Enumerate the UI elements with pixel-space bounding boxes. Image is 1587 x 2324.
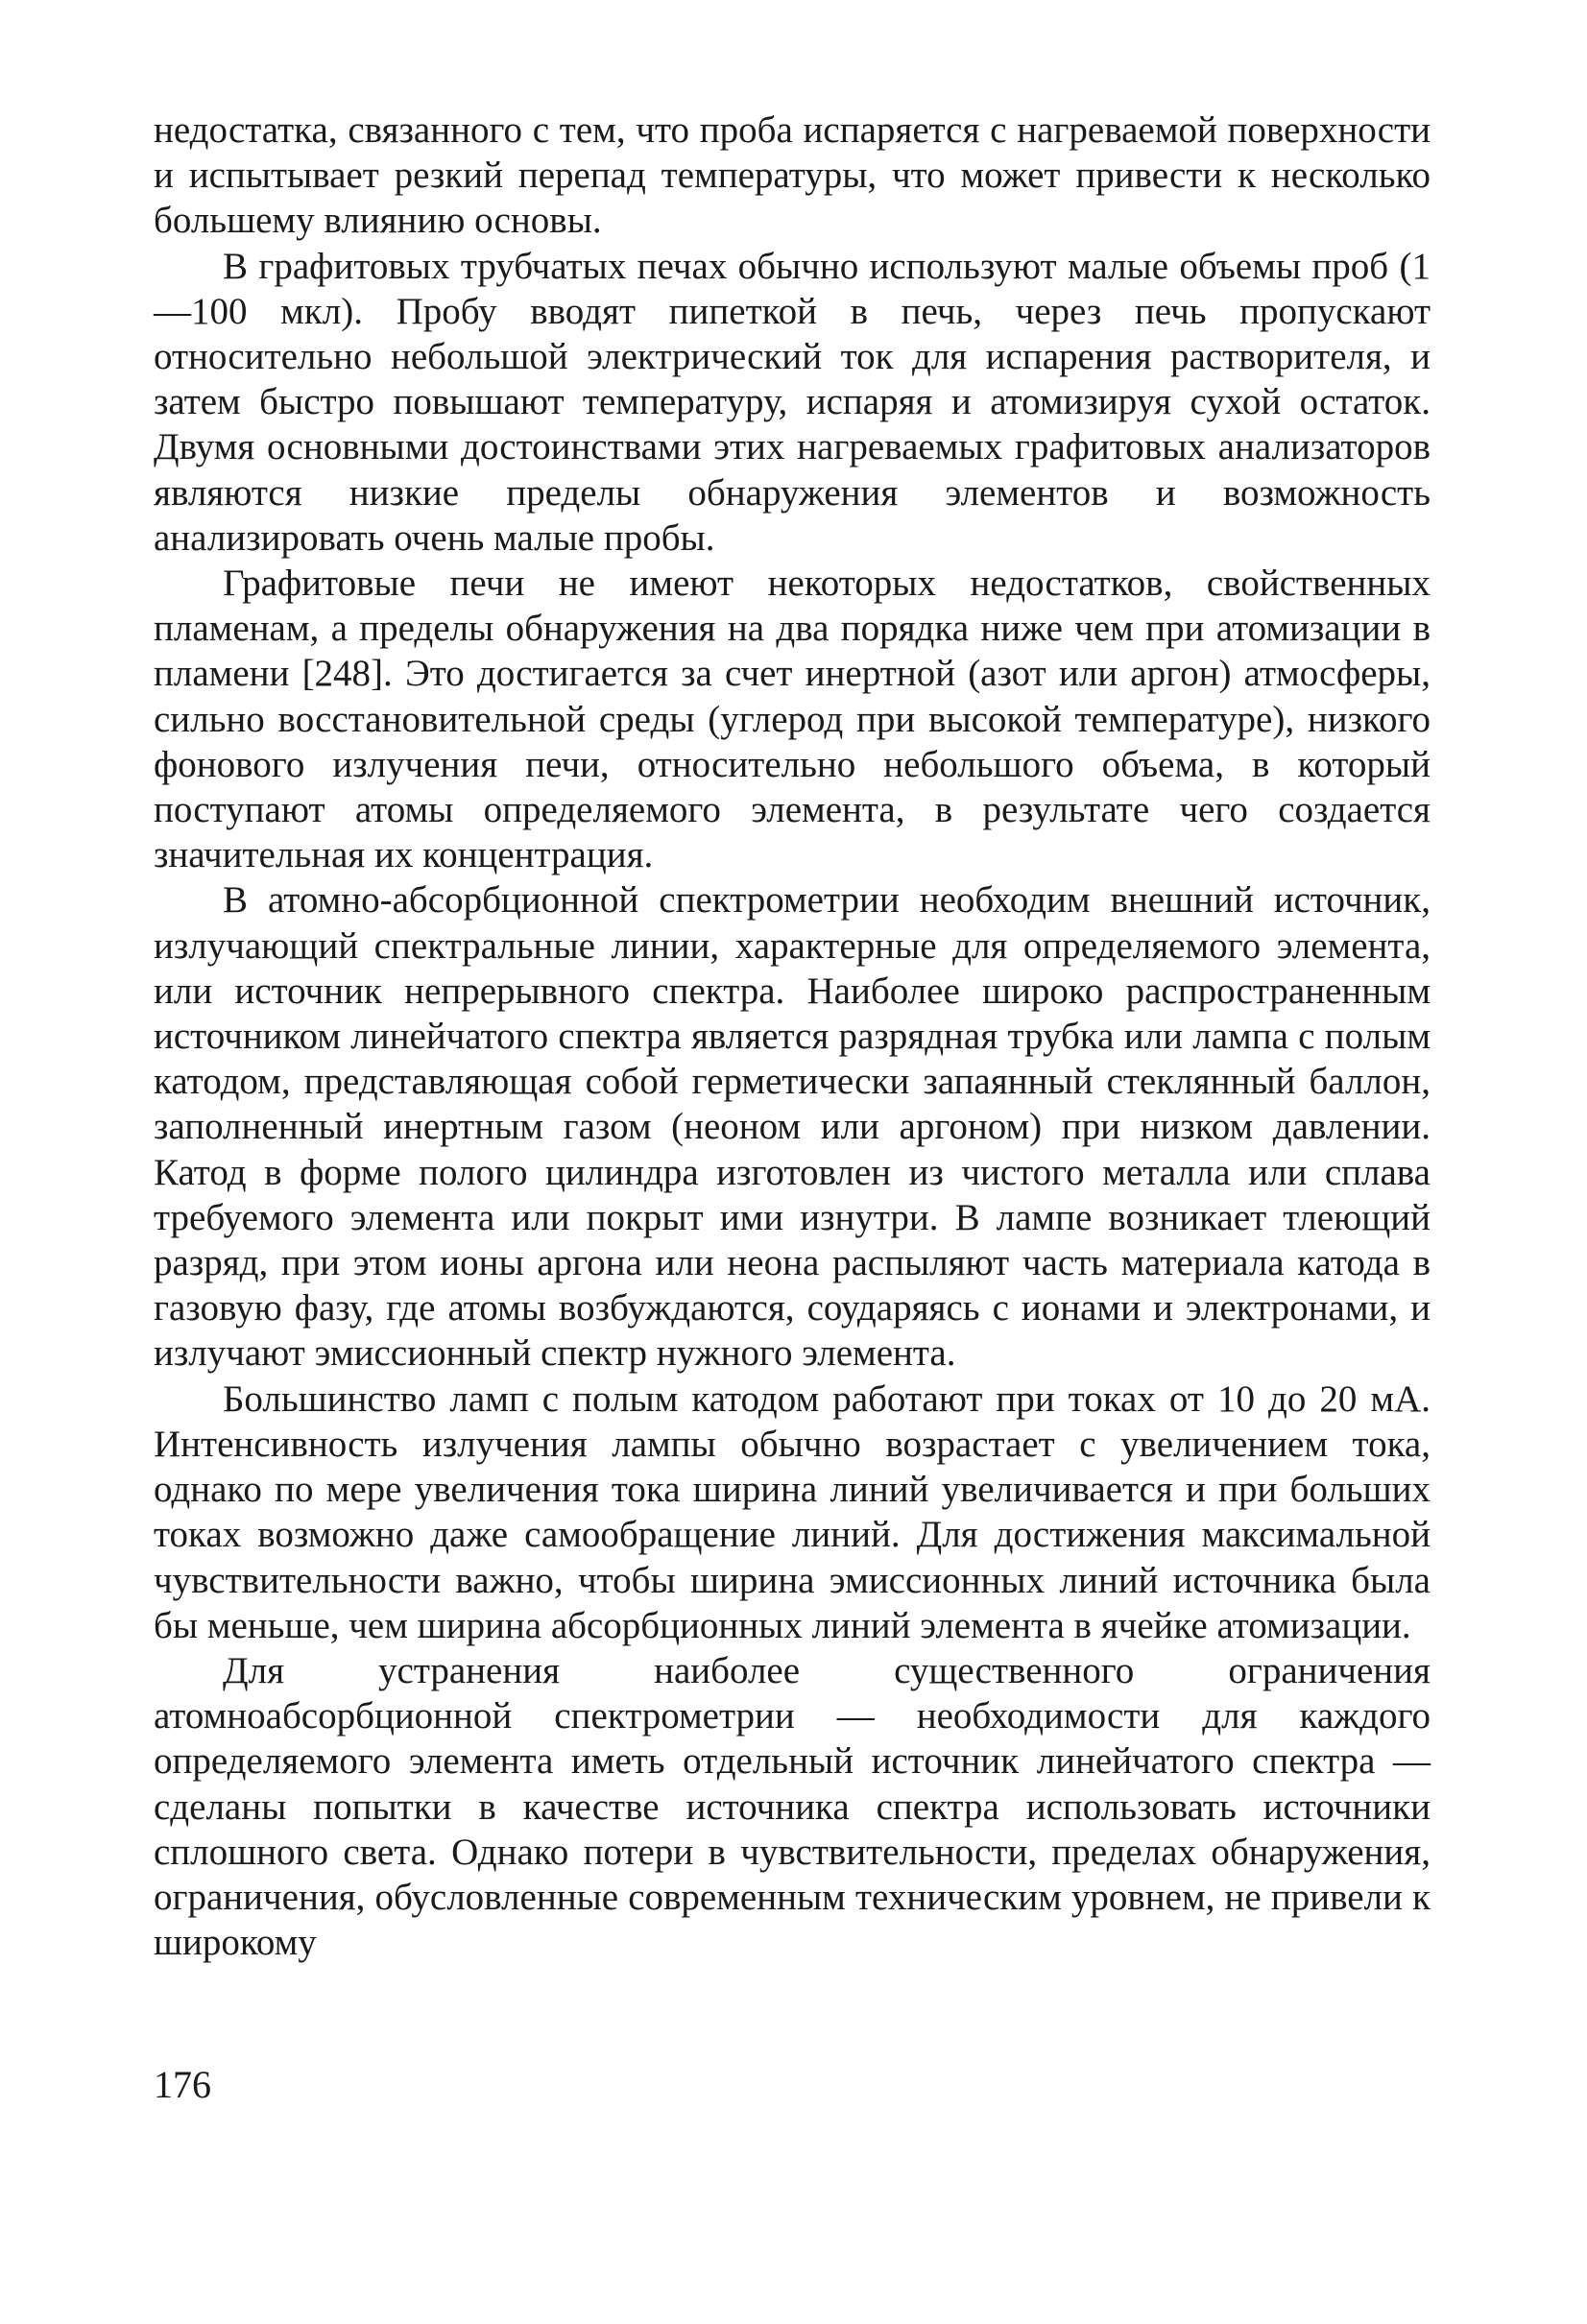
page-number: 176 (154, 2063, 211, 2106)
paragraph-continuum-source: Для устранения наиболее существенного ограничения атомноабсорбционной спектрометрии — необходимости для каждого определяемого элемента иметь отдельный источник линейчатого спектра — сделаны попытки в качестве источника спектра использовать источники сплошного света. Однако потери в чувствительности, пределах обнаружения, ограничения, обусловленные современным техническим уровнем, не привели к широкому (154, 1649, 1431, 1964)
paragraph-graphite-tube-furnaces: В графитовых трубчатых печах обычно используют малые объемы проб (1—100 мкл). Пробу вводят пипеткой в печь, через печь пропускают относительно небольшой электрический ток для испарения растворителя, и затем быстро повышают температуру, испаряя и атомизируя сухой остаток. Двумя основными достоинствами этих нагреваемых графитовых анализаторов являются низкие пределы обнаружения элементов и возможность анализировать очень малые пробы. (154, 245, 1431, 559)
paragraph-lamp-current: Большинство ламп с полым катодом работают при токах от 10 до 20 мА. Интенсивность излучения лампы обычно возрастает с увеличением тока, однако по мере увеличения тока ширина линий увеличивается и при больших токах возможно даже самообращение линий. Для достижения максимальной чувствительности важно, чтобы ширина эмиссионных линий источника была бы меньше, чем ширина абсорбционных линий элемента в ячейке атомизации. (154, 1378, 1431, 1646)
paragraph-hollow-cathode-lamp: В атомно-абсорбционной спектрометрии необходим внешний источник, излучающий спектральные линии, характерные для определяемого элемента, или источник непрерывного спектра. Наиболее широко распространенным источником линейчатого спектра является разрядная трубка или лампа с полым катодом, представляющая собой герметически запаянный стеклянный баллон, заполненный инертным газом (неоном или аргоном) при низком давлении. Катод в форме полого цилиндра изготовлен из чистого металла или сплава требуемого элемента или покрыт ими изнутри. В лампе возникает тлеющий разряд, при этом ионы аргона или неона распыляют часть материала катода в газовую фазу, где атомы возбуждаются, соударяясь с ионами и электронами, и излучают эмиссионный спектр нужного элемента. (154, 879, 1431, 1375)
page-body (154, 108, 1431, 1965)
paragraph-graphite-furnace-advantages: Графитовые печи не имеют некоторых недостатков, свойственных пламенам, а пределы обнаружения на два порядка ниже чем при атомизации в пламени [248]. Это достигается за счет инертной (азот или аргон) атмосферы, сильно восстановительной среды (углерод при высокой температуре), низкого фонового излучения печи, относительно небольшого объема, в который поступают атомы определяемого элемента, в результате чего создается значительная их концентрация. (154, 563, 1431, 876)
paragraph-continuation: недостатка, связанного с тем, что проба испаряется с нагреваемой поверхности и испытывает резкий перепад температуры, что может привести к несколько большему влиянию основы. (154, 109, 1431, 242)
